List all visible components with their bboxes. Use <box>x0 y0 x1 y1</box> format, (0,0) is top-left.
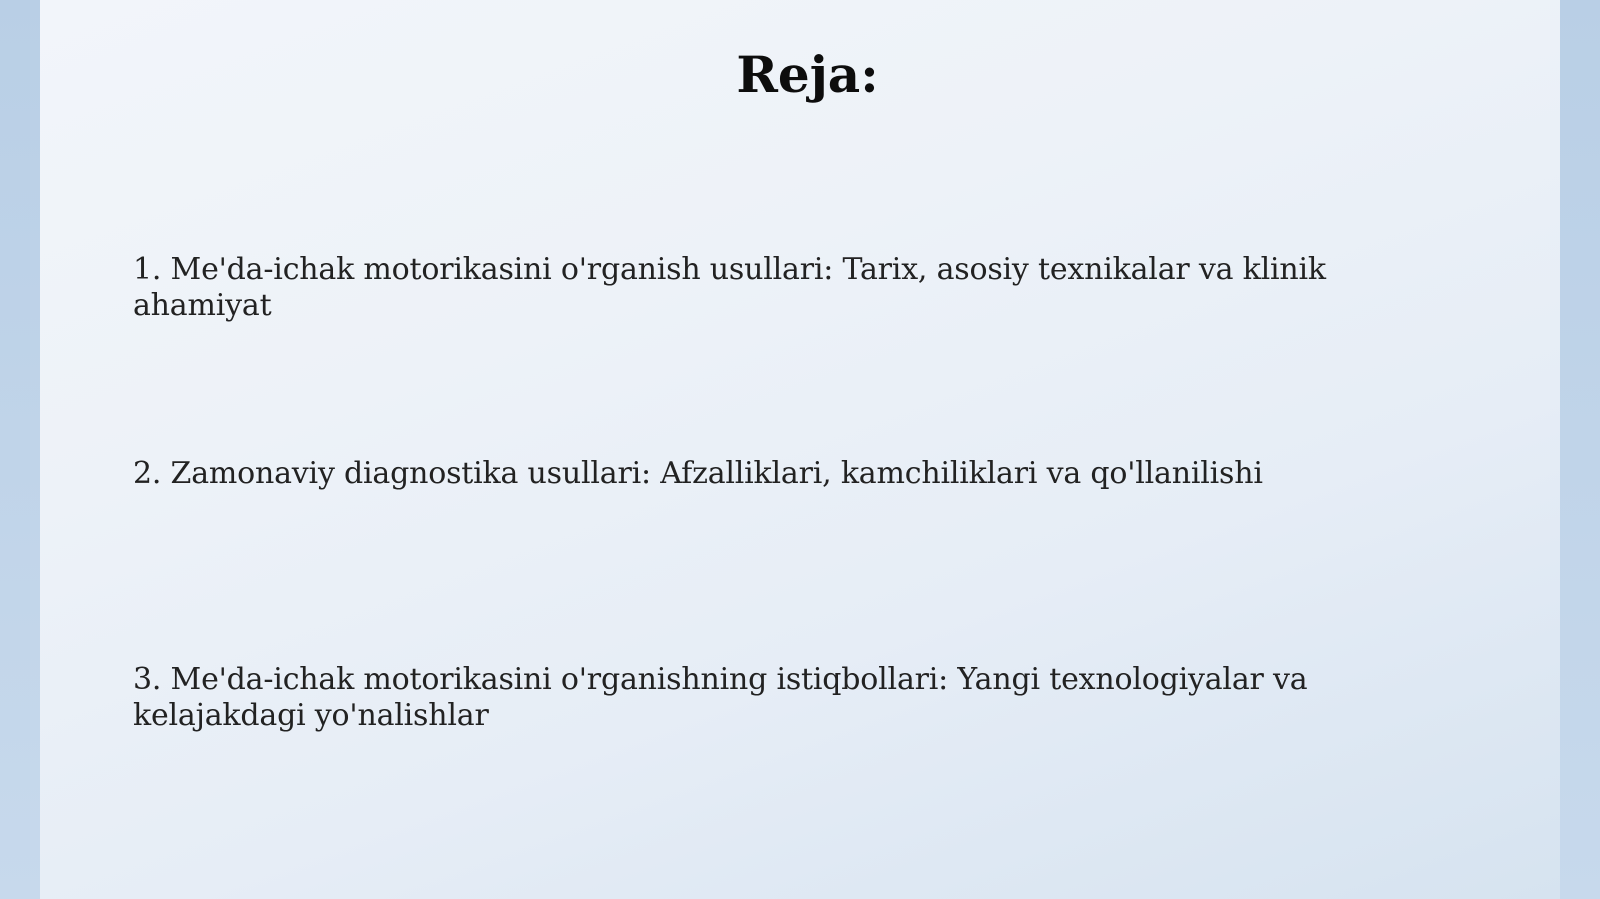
plan-item-1: 1. Me'da-ichak motorikasini o'rganish usullari: Tarix, asosiy texnikalar va klinik ahamiyat <box>133 252 1326 323</box>
slide <box>40 0 1560 899</box>
plan-item-3: 3. Me'da-ichak motorikasini o'rganishning istiqbollari: Yangi texnologiyalar va kelajakdagi yo'nalishlar <box>133 662 1308 733</box>
slide-title: Reja: <box>736 45 879 104</box>
plan-item-2: 2. Zamonaviy diagnostika usullari: Afzalliklari, kamchiliklari va qo'llanilishi <box>133 456 1263 491</box>
